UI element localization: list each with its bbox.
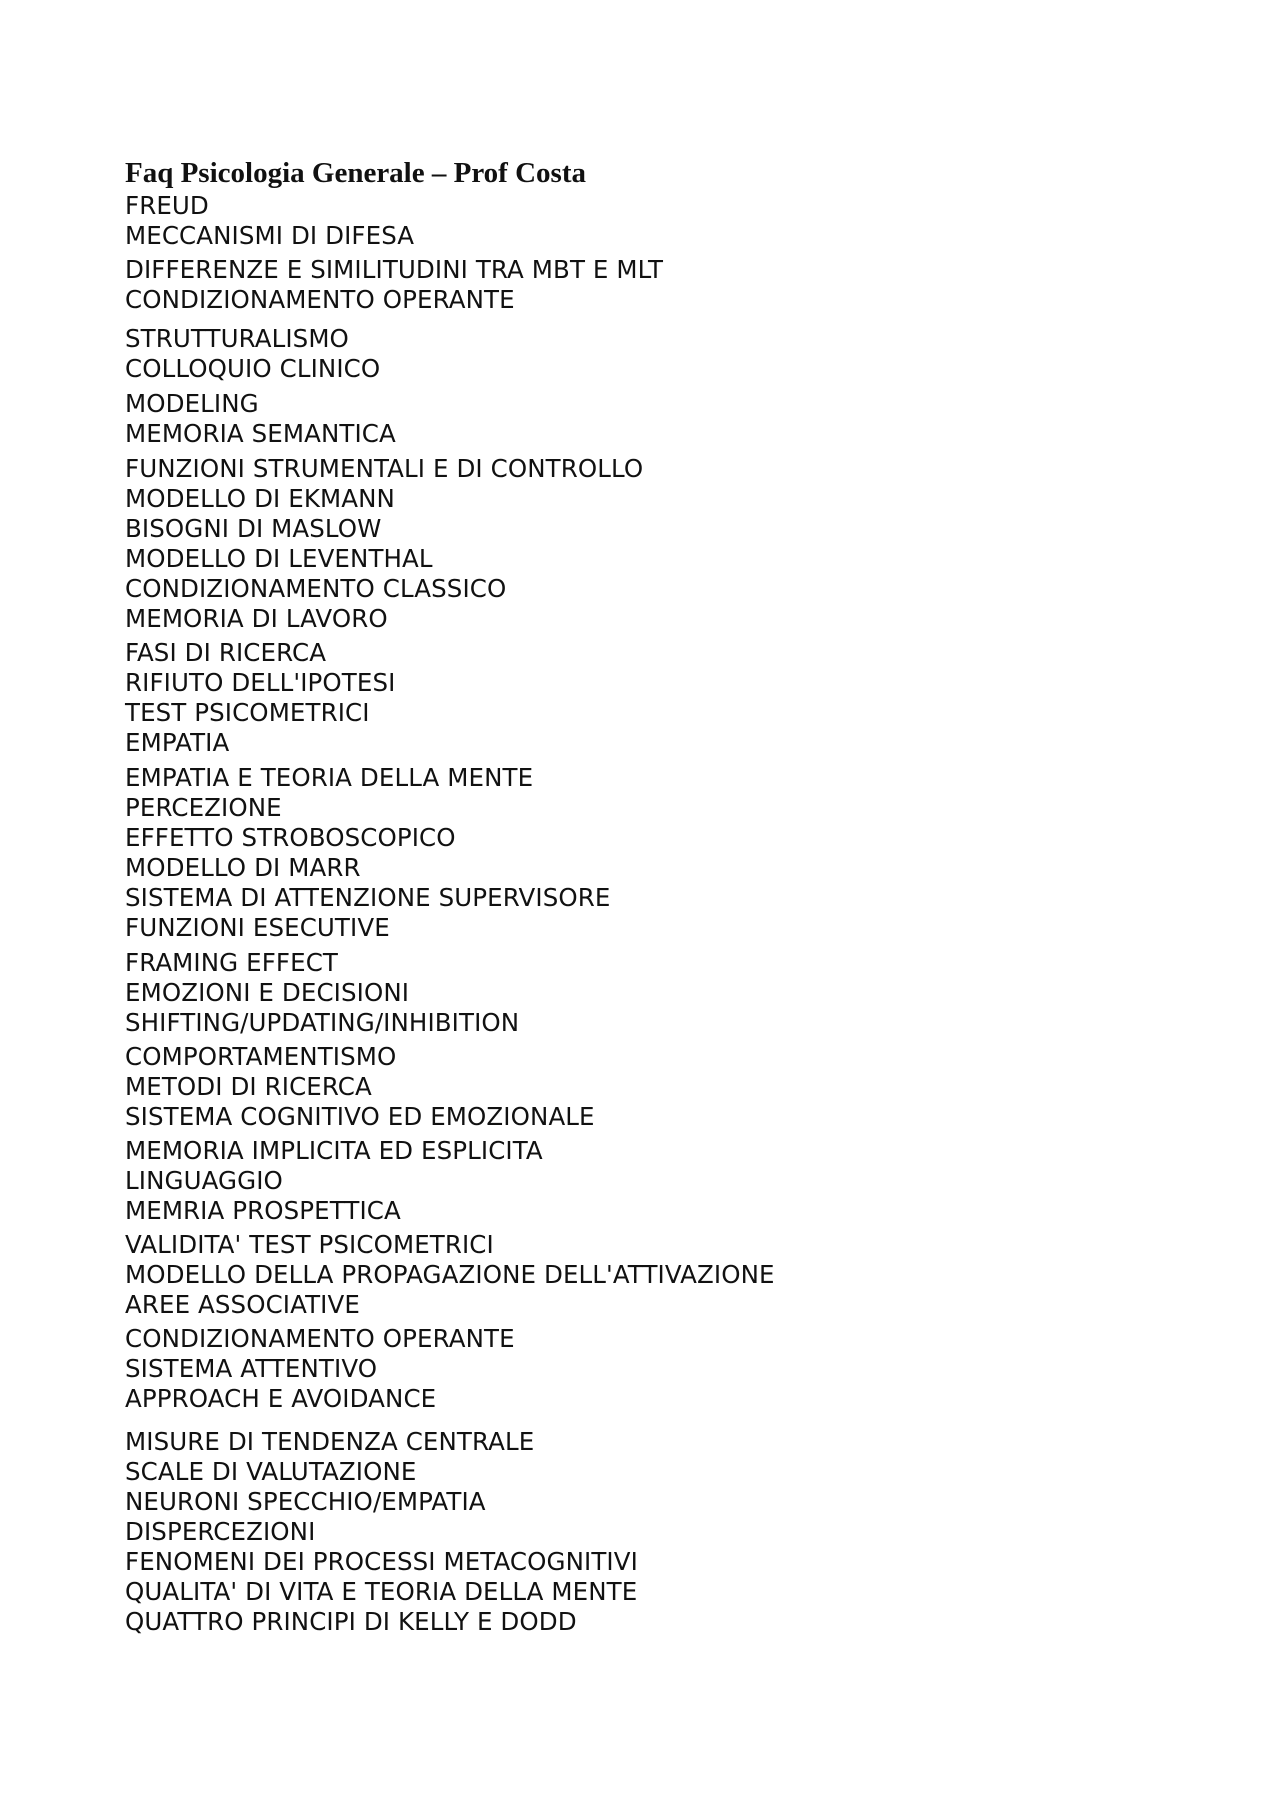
- topic-item: MODELLO DELLA PROPAGAZIONE DELL'ATTIVAZIONE: [125, 1260, 775, 1289]
- topic-item: SISTEMA COGNITIVO ED EMOZIONALE: [125, 1102, 595, 1131]
- topic-item: QUALITA' DI VITA E TEORIA DELLA MENTE: [125, 1577, 638, 1606]
- topic-item: EMPATIA: [125, 728, 230, 757]
- topic-item: LINGUAGGIO: [125, 1166, 283, 1195]
- topic-item: SHIFTING/UPDATING/INHIBITION: [125, 1008, 520, 1037]
- topic-item: CONDIZIONAMENTO OPERANTE: [125, 285, 515, 314]
- topic-item: MISURE DI TENDENZA CENTRALE: [125, 1427, 535, 1456]
- topic-item: STRUTTURALISMO: [125, 324, 349, 353]
- topic-item: CONDIZIONAMENTO OPERANTE: [125, 1324, 515, 1353]
- topic-item: MODELLO DI MARR: [125, 853, 361, 882]
- document-title: Faq Psicologia Generale – Prof Costa: [125, 157, 586, 189]
- topic-item: QUATTRO PRINCIPI DI KELLY E DODD: [125, 1607, 577, 1636]
- topic-item: AREE ASSOCIATIVE: [125, 1290, 360, 1319]
- topic-item: MEMORIA SEMANTICA: [125, 419, 396, 448]
- topic-item: DISPERCEZIONI: [125, 1517, 316, 1546]
- topic-item: FREUD: [125, 191, 209, 220]
- topic-item: SISTEMA DI ATTENZIONE SUPERVISORE: [125, 883, 611, 912]
- topic-item: PERCEZIONE: [125, 793, 282, 822]
- topic-item: FUNZIONI STRUMENTALI E DI CONTROLLO: [125, 454, 644, 483]
- topic-item: VALIDITA' TEST PSICOMETRICI: [125, 1230, 494, 1259]
- topic-item: COLLOQUIO CLINICO: [125, 354, 381, 383]
- topic-item: MECCANISMI DI DIFESA: [125, 221, 415, 250]
- topic-item: NEURONI SPECCHIO/EMPATIA: [125, 1487, 486, 1516]
- topic-item: FUNZIONI ESECUTIVE: [125, 913, 390, 942]
- topic-item: DIFFERENZE E SIMILITUDINI TRA MBT E MLT: [125, 255, 664, 284]
- topic-item: MEMRIA PROSPETTICA: [125, 1196, 401, 1225]
- topic-item: TEST PSICOMETRICI: [125, 698, 370, 727]
- topic-item: SCALE DI VALUTAZIONE: [125, 1457, 417, 1486]
- topic-item: FASI DI RICERCA: [125, 638, 327, 667]
- topic-item: EMOZIONI E DECISIONI: [125, 978, 410, 1007]
- topic-item: MODELLO DI EKMANN: [125, 484, 395, 513]
- topic-item: RIFIUTO DELL'IPOTESI: [125, 668, 396, 697]
- topic-item: EFFETTO STROBOSCOPICO: [125, 823, 456, 852]
- topic-item: BISOGNI DI MASLOW: [125, 514, 382, 543]
- topic-item: FRAMING EFFECT: [125, 948, 338, 977]
- topic-item: EMPATIA E TEORIA DELLA MENTE: [125, 763, 534, 792]
- topic-item: COMPORTAMENTISMO: [125, 1042, 397, 1071]
- topic-item: CONDIZIONAMENTO CLASSICO: [125, 574, 507, 603]
- topic-item: MODELING: [125, 389, 259, 418]
- topic-item: SISTEMA ATTENTIVO: [125, 1354, 378, 1383]
- topic-item: FENOMENI DEI PROCESSI METACOGNITIVI: [125, 1547, 638, 1576]
- topic-item: MEMORIA DI LAVORO: [125, 604, 388, 633]
- topic-item: METODI DI RICERCA: [125, 1072, 372, 1101]
- topic-item: MEMORIA IMPLICITA ED ESPLICITA: [125, 1136, 543, 1165]
- topic-item: MODELLO DI LEVENTHAL: [125, 544, 433, 573]
- topic-item: APPROACH E AVOIDANCE: [125, 1384, 437, 1413]
